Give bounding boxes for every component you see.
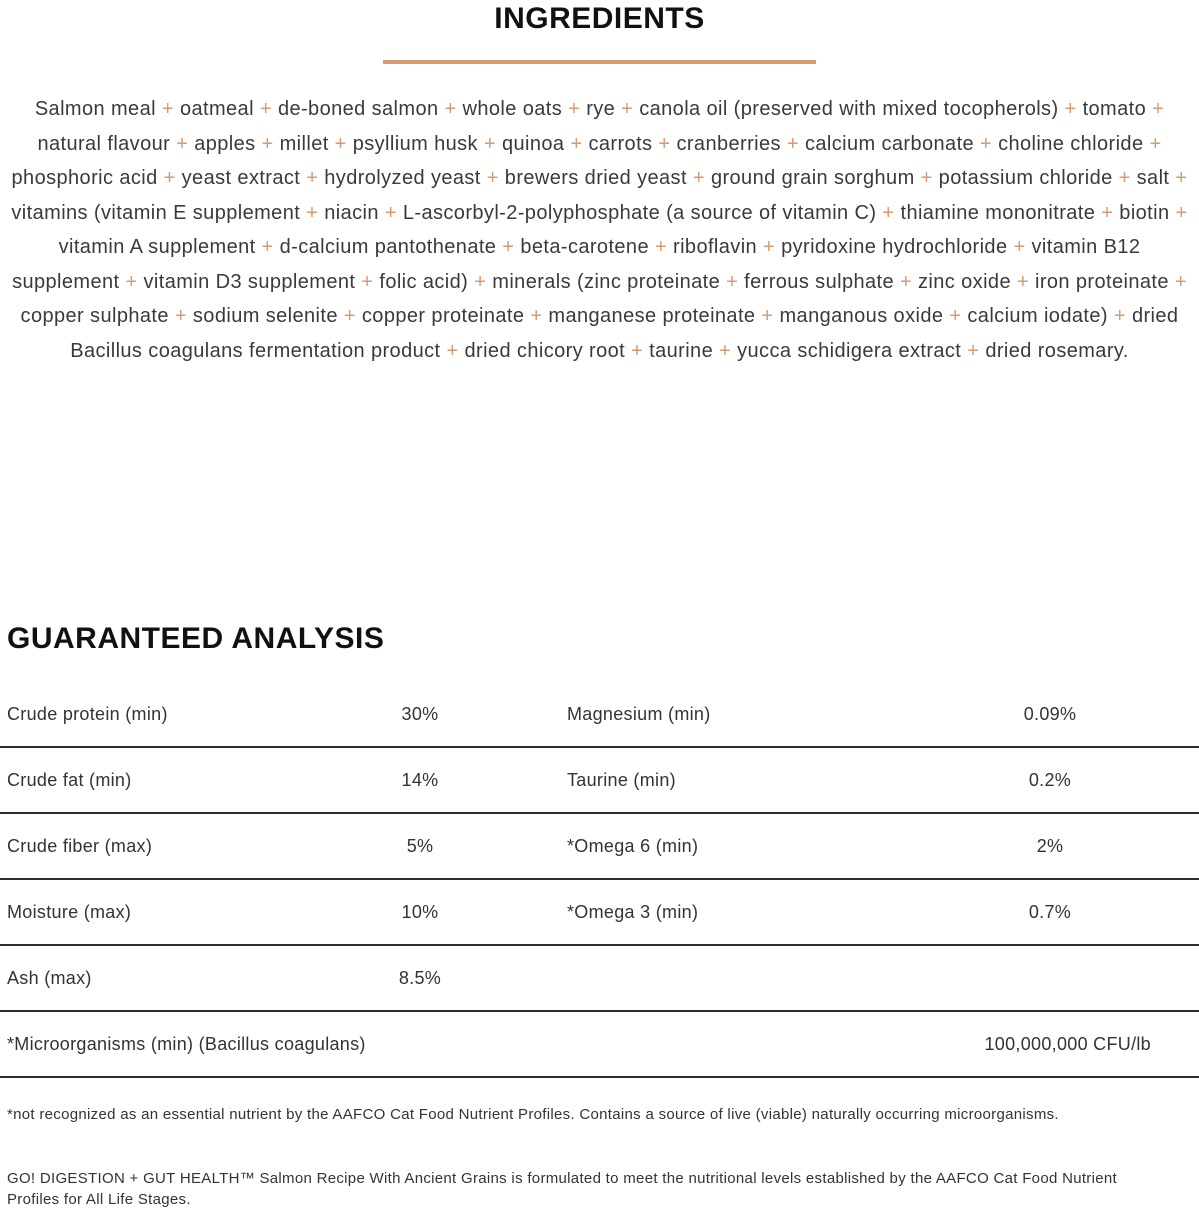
nutrient-label: Moisture (max): [7, 901, 132, 922]
ingredient-item: rye: [586, 98, 616, 120]
plus-separator: +: [259, 98, 272, 120]
plus-separator: +: [1113, 305, 1126, 327]
guaranteed-analysis-table: [0, 682, 1199, 1078]
plus-separator: +: [306, 167, 319, 189]
ingredient-item: salt: [1136, 167, 1170, 189]
nutrient-label: *Omega 3 (min): [567, 901, 699, 922]
ingredient-item: calcium iodate): [967, 305, 1108, 327]
aafco-footnote: *not recognized as an essential nutrient by the AAFCO Cat Food Nutrient Profiles. Contains a source of live (viable) naturally occurring microorganisms.: [7, 1106, 1059, 1123]
ingredient-item: copper proteinate: [361, 305, 525, 327]
plus-separator: +: [361, 270, 374, 293]
ingredient-item: phosphoric acid: [11, 167, 158, 189]
ingredient-item: tomato: [1082, 98, 1147, 120]
ingredient-item: calcium carbonate: [804, 132, 975, 155]
nutrient-value: 5%: [406, 835, 434, 856]
plus-separator: +: [654, 236, 668, 258]
plus-separator: +: [384, 201, 397, 224]
plus-separator: +: [334, 132, 347, 155]
plus-separator: +: [261, 132, 274, 155]
plus-separator: +: [1013, 236, 1026, 258]
plus-separator: +: [125, 270, 138, 293]
plus-separator: +: [1064, 98, 1077, 120]
ingredient-item: zinc oxide: [918, 270, 1011, 293]
plus-separator: +: [621, 98, 634, 120]
plus-separator: +: [163, 167, 176, 189]
plus-separator: +: [446, 339, 459, 362]
nutrient-label: Taurine (min): [567, 769, 676, 790]
plus-separator: +: [174, 305, 187, 327]
ingredients-list: [0, 92, 1199, 368]
table-row: [0, 682, 1199, 748]
nutrient-label: Crude fiber (max): [7, 835, 153, 856]
nutrient-value: 0.7%: [1028, 901, 1072, 922]
ingredient-item: natural flavour: [37, 132, 171, 155]
ingredient-item: riboflavin: [673, 236, 758, 258]
plus-separator: +: [1175, 201, 1188, 224]
ingredient-item: oatmeal: [179, 98, 254, 120]
ingredient-item: brewers dried yeast: [504, 167, 687, 189]
plus-separator: +: [658, 132, 671, 155]
table-row-right-half: [567, 770, 1199, 791]
ingredient-item: cranberries: [676, 132, 781, 155]
nutrient-label: *Omega 6 (min): [567, 835, 699, 856]
plus-separator: +: [920, 167, 933, 189]
ingredient-item: potassium chloride: [938, 167, 1113, 189]
ingredient-item: whole oats: [462, 98, 563, 120]
ingredient-item: taurine: [649, 339, 714, 362]
plus-separator: +: [1118, 167, 1131, 189]
table-row: [0, 748, 1199, 814]
plus-separator: +: [343, 305, 356, 327]
ingredient-item: manganese proteinate: [548, 305, 756, 327]
plus-separator: +: [967, 339, 980, 362]
ingredient-item: thiamine mononitrate: [900, 201, 1096, 224]
ingredient-item: vitamin D3 supplement: [143, 270, 356, 293]
footnotes: [0, 1104, 1199, 1210]
plus-separator: +: [899, 270, 913, 293]
plus-separator: +: [692, 167, 705, 189]
plus-separator: +: [444, 98, 457, 120]
table-row: [0, 814, 1199, 880]
ingredient-item: ferrous sulphate: [744, 270, 894, 293]
ingredients-heading: INGREDIENTS: [494, 2, 705, 35]
plus-separator: +: [726, 270, 739, 293]
ingredient-item: yeast extract: [181, 167, 301, 189]
ingredient-item: Salmon meal: [34, 98, 156, 120]
ingredient-item: quinoa: [502, 132, 565, 155]
plus-separator: +: [530, 305, 543, 327]
ingredient-item: millet: [279, 132, 329, 155]
plus-separator: +: [486, 167, 499, 189]
plus-separator: +: [949, 305, 962, 327]
nutrient-value: 100,000,000 CFU/lb: [984, 1033, 1151, 1054]
nutrient-value: 14%: [401, 769, 439, 790]
ingredient-item: vitamins (vitamin E supplement: [11, 201, 301, 224]
ingredient-item: vitamin B12 supplement: [12, 236, 1141, 293]
nutrient-value: 0.2%: [1028, 769, 1072, 790]
nutrient-value: 8.5%: [398, 967, 442, 988]
table-row: [0, 946, 1199, 1012]
nutrient-label: *Microorganisms (min) (Bacillus coagulans): [7, 1033, 366, 1054]
plus-separator: +: [761, 305, 774, 327]
ingredient-item: dried rosemary.: [985, 339, 1129, 362]
nutrient-value: 30%: [401, 703, 439, 724]
ingredient-item: apples: [194, 132, 256, 155]
plus-separator: +: [1149, 132, 1162, 155]
plus-separator: +: [1174, 270, 1187, 293]
plus-separator: +: [1175, 167, 1188, 189]
nutrient-label: Ash (max): [7, 967, 92, 988]
plus-separator: +: [1016, 270, 1030, 293]
plus-separator: +: [1101, 201, 1114, 224]
plus-separator: +: [631, 339, 644, 362]
plus-separator: +: [719, 339, 732, 362]
ingredient-item: beta-carotene: [520, 236, 649, 258]
plus-separator: +: [474, 270, 487, 293]
ingredient-item: biotin: [1119, 201, 1170, 224]
ingredient-item: L-ascorbyl-2-polyphosphate (a source of vitamin C): [402, 201, 877, 224]
formulation-footnote: GO! DIGESTION + GUT HEALTH™ Salmon Recipe With Ancient Grains is formulated to meet the nutritional levels established by the AAFCO Cat Food Nutrient Profiles for All Life Stages.: [7, 1170, 1117, 1208]
plus-separator: +: [483, 132, 497, 155]
ingredient-item: copper sulphate: [20, 305, 169, 327]
table-row: [0, 880, 1199, 946]
ingredient-item: de-boned salmon: [277, 98, 439, 120]
nutrient-label: Magnesium (min): [567, 703, 711, 724]
ingredient-item: ground grain sorghum: [710, 167, 915, 189]
plus-separator: +: [161, 98, 174, 120]
ingredient-item: carrots: [588, 132, 653, 155]
plus-separator: +: [980, 132, 993, 155]
table-row-right-half: [567, 836, 1199, 857]
plus-separator: +: [176, 132, 189, 155]
table-row-right-half: [567, 704, 1199, 725]
plus-separator: +: [568, 98, 581, 120]
ingredient-item: dried Bacillus coagulans fermentation product: [70, 305, 1179, 362]
ingredient-item: yucca schidigera extract: [737, 339, 962, 362]
ingredient-item: canola oil (preserved with mixed tocopherols): [639, 98, 1059, 120]
guaranteed-analysis-section: [0, 622, 1199, 1210]
ingredient-item: psyllium husk: [352, 132, 478, 155]
ingredient-item: choline chloride: [998, 132, 1144, 155]
ingredient-item: vitamin A supplement: [58, 236, 256, 258]
plus-separator: +: [570, 132, 583, 155]
nutrient-value: 10%: [401, 901, 439, 922]
plus-separator: +: [763, 236, 776, 258]
guaranteed-analysis-heading: GUARANTEED ANALYSIS: [7, 622, 385, 655]
plus-separator: +: [786, 132, 799, 155]
nutrient-label: Crude protein (min): [7, 703, 168, 724]
plus-separator: +: [261, 236, 274, 258]
plus-separator: +: [1152, 98, 1165, 120]
ingredient-item: d-calcium pantothenate: [279, 236, 497, 258]
ingredient-item: minerals (zinc proteinate: [492, 270, 721, 293]
nutrient-value: 0.09%: [1023, 703, 1077, 724]
plus-separator: +: [306, 201, 319, 224]
ingredient-item: iron proteinate: [1035, 270, 1169, 293]
table-row-left-half: [0, 770, 567, 791]
ingredient-item: sodium selenite: [192, 305, 338, 327]
ingredient-item: niacin: [324, 201, 379, 224]
ingredient-item: pyridoxine hydrochloride: [781, 236, 1008, 258]
heading-divider: [383, 60, 816, 64]
ingredient-item: folic acid): [379, 270, 469, 293]
table-row-left-half: [0, 704, 567, 725]
ingredient-item: dried chicory root: [464, 339, 626, 362]
table-row-right-half: [567, 902, 1199, 923]
table-row-left-half: [0, 836, 567, 857]
ingredient-item: hydrolyzed yeast: [324, 167, 481, 189]
nutrient-value: 2%: [1036, 835, 1064, 856]
plus-separator: +: [502, 236, 515, 258]
plus-separator: +: [882, 201, 895, 224]
table-row-microorganisms: [0, 1012, 1199, 1078]
nutrient-label: Crude fat (min): [7, 769, 132, 790]
ingredients-section: [0, 0, 1199, 368]
table-row-left-half: [0, 968, 567, 989]
ingredient-item: manganous oxide: [779, 305, 944, 327]
table-row-left-half: [0, 902, 567, 923]
